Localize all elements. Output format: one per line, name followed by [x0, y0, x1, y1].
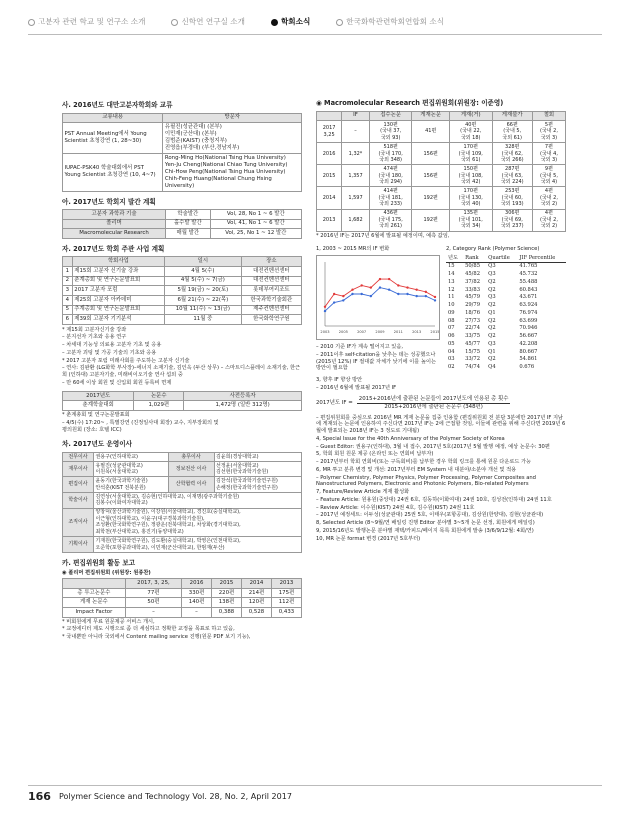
if-formula: 2017년도 IF = $\frac{\text{2015+2016년에 출판된 논문들이 2017년도에 인용된 총 횟수}}{\text{2015+2016년에 출판된 논문수 (348편)}}$ [316, 395, 509, 410]
if-line-chart [317, 256, 439, 336]
nav-item-3[interactable]: 학회소식 [271, 14, 310, 30]
table-row: PST Annual Meeting에서 Young Scientist 초청강연 (1, 28~30) 유필진(성균관대) (본부) 이민재(군산대) (본부) 김범준(KAIST) (충청지부) 진영읍(부경대) (부산,경남지부) [63, 123, 302, 154]
journal-citation: Polymer Science and Technology Vol. 28, No. 2, April 2017 [58, 791, 292, 801]
page-footer [28, 790, 292, 804]
polymer-notes: * 비회원에게 무료 원문제공 서비스 개시, * 교정에디터 제도 시행으로 좀 더 세심하고 정확한 교정을 목표로 하고 있음, * 국내뿐만 아니라 국외에서 Content mailing service 진행(원문 PDF 보기 기능), [62, 618, 251, 641]
table-row: 2013 1,682 436편 (국내 175, 국외 261) 192편 135편 (국내 101, 국외 34) 306편 (국내 69, 국외 237) 4편 (국내 2, 국외 2) [317, 209, 566, 231]
nav-item-1[interactable]: 고분자 관련 학교 및 연구소 소개 [28, 14, 145, 30]
data-point [434, 296, 436, 298]
category-rank-figure [446, 245, 566, 373]
table-row: 6 제39회 고분자 기기분석 11월 중 한국화학연구원 [63, 315, 302, 325]
figure-caption: 2, Category Rank (Polymer Science) [446, 246, 540, 253]
table-row: 재무이사 유필진(성균관대학교) 이원목(서울대학교) 정보전산 이사 선정윤(서울대학교) 김선현(한국과학기술원) [63, 461, 302, 477]
circle-icon [28, 19, 35, 26]
table-row: 14 45/82 Q3 45.732 [448, 271, 538, 278]
table-row: 09 18/76 Q1 76.974 [448, 309, 538, 316]
nav-item-2[interactable]: 신학연 연구실 소개 [171, 14, 245, 30]
table-row: 2017 3,25 – 130편 (국내 37, 국외 93) 41편 40편 (국내 22, 국외 18) 66편 (국내 5, 국외 61) 5편 (국내 2, 국외 3) [317, 121, 566, 143]
table-row: 02 74/74 Q4 0.676 [448, 364, 535, 371]
table-row: 게재 논문수 50편 140편 138편 120편 112편 [63, 598, 302, 608]
mr-note: * 2016년 IF는 2017년 6월에 발표될 예정이며, 예측 값임, [316, 232, 450, 239]
data-point [425, 291, 427, 293]
table-row: 2014 1,597 414편 (국내 181, 국외 233) 192편 170편 (국내 130, 국외 40) 253편 (국내 60, 국외 193) 4편 (국내 2, 국외 2) [317, 187, 566, 209]
table-row: 1 제15회 고분자 신기술 강좌 4월 5(수) 대전컨벤션센터 [63, 267, 302, 277]
data-point [360, 293, 362, 295]
data-point [370, 295, 372, 297]
left-column [62, 95, 302, 642]
if-trend-figure [316, 245, 440, 373]
journal-table [62, 209, 302, 239]
table-row: 학술이사 김연상(서울대학교), 김승현(인하대학교), 이재명(광주과학기술원) 김봉수(이화여자대학교) [63, 493, 302, 509]
section-title-journal: 아. 2017년도 학회지 발간 계획 [62, 197, 156, 206]
data-point [379, 287, 381, 289]
nav-item-4[interactable]: 한국화학관련학회연합회 소식 [336, 14, 444, 30]
table-row: 고분자 과학과 기술 학술발간 Vol, 28, No 1 ~ 6 발간 [63, 210, 302, 220]
series-line-0 [325, 279, 435, 307]
x-tick-label: 2009 [375, 330, 385, 335]
table-row: 3 2017 고분자 포럼 5월 19(금) ~ 20(토) 롯데부여리조트 [63, 286, 302, 296]
section-title-exchange: 사. 2016년도 대만고분자학회와 교류 [62, 101, 173, 109]
category-rank-table: 년도 Rank Quartile JIF Percentile 15 50/85 Q3 41.765 14 45/82 Q3 45.732 13 37/82 Q2 55.488 12 33/83 Q2 60.843 11 45/79 Q3 43.671 10 29/79 Q2 63.924 09 18/76 Q1 76.974 08 27/73 Q2 63.699 07 22/74 Q2 70.946 06 33/75 Q2 56.667 05 45/77 Q3 42.208 04 15/75 Q1 80.667 03 33/72 Q2 54.861 02 74/74 Q4 0.676 [446, 254, 566, 371]
data-point [333, 301, 335, 303]
conference-table: 2017년도 논문수 사전등록자 춘계학술대회 1,029편 1,472명 (일반 312명) [62, 391, 302, 411]
x-tick-label: 2013 [412, 330, 422, 335]
section-title-board: 차. 2017년도 운영이사 [62, 440, 133, 449]
table-row: 2015 1,357 474편 (국내 180, 국외 294) 156편 150편 (국내 108, 국외 42) 287편 (국내 63, 국외 224) 9편 (국내 5, 국외 4) [317, 165, 566, 187]
table-row: 총 투고논문수 77편 330편 220편 214편 175편 [63, 588, 302, 598]
section-nav [28, 14, 602, 30]
table-row: 폴리머 홀수발 발간 Vol, 41, No 1 ~ 6 발간 [63, 219, 302, 229]
data-point [370, 287, 372, 289]
exchange-table [62, 113, 302, 192]
data-point [397, 284, 399, 286]
right-column: ◉ Macromolecular Research 편집위원회(위원장: 이준영) IF 접수논문 게재논문 게재(거) 게재불가 철회 2017 3,25 – 130편 (국내 37, 국외 93) 41편 40편 (국내 22, 국외 18) 66편 (국내 5, 국외 61) 5편 (국내 2, 국외 3) 2016 1,32* 518편 (국내 170, 국외 348) 156편 170편 (국내 109, 국외 61) 328편 (국내 62, 국외 266) 7편 (국내 4, 국외 3) 2015 1,357 474편 (국내 180, 국외 294) 156편 150편 (국내 108, 국외 42) 287편 (국내 63, 국외 224) 9편 (국내 5, 국외 4) 2014 1,597 414편 (국내 181, 국외 233) 192편 170편 (국내 130, 국외 40) 253편 (국내 60, 국외 193) 4편 (국내 2, 국외 2) 2013 1,682 436편 (국내 175, 국외 261) 192편 135편 (국내 101, 국외 34) 306편 (국내 69, 국외 237) 4편 (국내 2, 국외 2) * 2016년 IF는 2017년 6월에 발표될 예정이며, 예측 값임, 1, 2003 ~ 2015 MR의 IF 변화 2003 2005 2007 2009 2011 2013 2015 – 2010 기준 IF가 계속 떨어지고 있음, – 2011이후 self-citation을 낮추는 데는 성공했으나(2015년 12%) IF 절대값 자체가 낮기에 이를 높이는 방안이 필요함 2, Category Rank (Polymer Science) 년도 Rank Quartile JIF Percentile 15 50/85 Q3 41.765 14 45/82 Q3 45.732 13 37/82 Q2 55.488 12 33/83 Q2 60.843 11 45/79 Q3 43.671 10 29/79 Q2 63.924 09 18/76 Q1 76.974 08 27/73 Q2 63.699 07 22/74 Q2 70.946 06 33/75 Q2 56.667 05 45/77 Q3 42.208 04 15/75 Q1 80.667 03 33/72 Q2 54.861 02 74/74 Q4 0.676 3, 향후 IF 향상 방안 – 2016년 6월에 발표될 2017년 IF 2017년도 IF = $\frac{\text{2015+2016년에 출판된 논문들이 2017년도에 인용된 총 횟수}}{\text{2015+2016년에 출판된 논문수 (348편)}}$ – 편집위원회를 중심으로 2016년 MR 게재 논문을 집중 인용함 (편집위원회 전 분담 3분에만 2017년 IF 지남에 게재되는 논문에 인용하여 주신다면 2017년 IF는 2에 근접할 것임, 이들에 관련을 위해 주신다면 2019년 6월에 발표되는 2018년 IF는 3 정도로 기대됨) 4, Special Issue for the 40th Anniversary of the Polymer Society of Korea – Guest Editor: 권용구(인하대), 3월 내 접수, 2017년 5호(2017년 5월 발행 예정, 예상 논문수: 30편 5, 학회 회원 원문 제공 (온라인 또는 연회비 납부자) – 2017년부터 학회 연회비(또는 구독회비)를 납부한 경우 학회 링크를 통해 원문 다운로드 가능 6, MR 투고 분류 변경 및 개선: 2017년부터 EM System 내 대분야/소분야 개선 및 적용 – Polymer Chemistry, Polymer Physics, Polymer Processing, Polymer Composites and Nanostructured Polymers, Electronic and Photonic Polymers, Bio-related Polymers 7, Feature/Review Article 게재 활성화 – Feature Article: 원용원(중앙대) 24권 6호, 김동하(이화여대) 24권 10호, 김성전(인하대) 24권 11호 – Review Article: 이수원(KIST) 24권 4호, 김수원(KIST) 24권 11호 – 2017년 예정세트: 이두성(성균관대) 25권 5호, 이태우(포항공대), 김상원(한양대), 김현(성균관대) 8, Selected Article (8~9월/연 배일링 진행 Editor 분야별 3~5개 논문 선정, 회원에게 메일링) 9, 2015/16년도 발행논문 분야별 재택/카피드/페이지 목록 회원에게 발송 (3/6/9/12월: 4회/연) 10, MR 논문 format 변경 (2017년 5호부터) [316, 99, 566, 542]
x-tick-label: 2015 [430, 330, 439, 335]
table-header: 방문자 [163, 113, 302, 123]
plan-items: – 편집위원회를 중심으로 2016년 MR 게재 논문을 집중 인용함 (편집위원회 전 분담 3분에만 2017년 IF 지남에 게재되는 논문에 인용하여 주신다면 2017년 IF는 2에 근접할 것임, 이들에 관련을 위해 주신다면 2019년 6월에 발표되는 2018년 IF는 3 정도로 기대됨) 4, Special Issue for the 40th Anniversary of the Polymer Society of Korea – Guest Editor: 권용구(인하대), 3월 내 접수, 2017년 5호(2017년 5월 발행 예정, 예상 논문수: 30편 5, 학회 회원 원문 제공 (온라인 또는 연회비 납부자) – 2017년부터 학회 연회비(또는 구독회비)를 납부한 경우 학회 링크를 통해 원문 다운로드 가능 6, MR 투고 분류 변경 및 개선: 2017년부터 EM System 내 대분야/소분야 개선 및 적용 – Polymer Chemistry, Polymer Physics, Polymer Processing, Polymer Composites and Nanostructured Polymers, Electronic and Photonic Polymers, Bio-related Polymers 7, Feature/Review Article 게재 활성화 – Feature Article: 원용원(중앙대) 24권 6호, 김동하(이화여대) 24권 10호, 김성전(인하대) 24권 11호 – Review Article: 이수원(KIST) 24권 4호, 김수원(KIST) 24권 11호 – 2017년 예정세트: 이두성(성균관대) 25권 5호, 이태우(포항공대), 김상원(한양대), 김현(성균관대) 8, Selected Article (8~9월/연 배일링 진행 Editor 분야별 3~5개 논문 선정, 회원에게 메일링) 9, 2015/16년도 발행논문 분야별 재택/카피드/페이지 목록 회원에게 발송 (3/6/9/12월: 4회/연) 10, MR 논문 format 변경 (2017년 5호부터) [316, 414, 566, 542]
if-figures [316, 245, 566, 373]
events-table: 학회사업 일시 장소 1 제15회 고분자 신기술 강좌 4월 5(수) 대전컨벤션센터 2 춘계총회 및 연구논문발표회 4월 5(수) ~ 7(금) 대전컨벤션센터 3 2017 고분자 포럼 5월 19(금) ~ 20(토) 롯데부여리조트 4 제25회 고분자 아카데미 6월 21(수) ~ 22(목) 한국과학기술회관 5 추계총회 및 연구논문발표회 10월 11(수) ~ 13(금) 제주컨벤션센터 6 제39회 고분자 기기분석 11월 중 한국화학연구원 [62, 256, 302, 324]
graph-notes: – 2010 기준 IF가 계속 떨어지고 있음, – 2011이후 self-citation을 낮추는 데는 성공했으나(2015년 12%) IF 절대값 자체가 낮기에 이를 높이는 방안이 필요함 [316, 344, 437, 372]
data-point [379, 278, 381, 280]
table-row: 08 27/73 Q2 63.699 [448, 317, 538, 324]
mr-stats-table: IF 접수논문 게재논문 게재(거) 게재불가 철회 2017 3,25 – 130편 (국내 37, 국외 93) 41편 40편 (국내 22, 국외 18) 66편 (국내 5, 국외 61) 5편 (국내 2, 국외 3) 2016 1,32* 518편 (국내 170, 국외 348) 156편 170편 (국내 109, 국외 61) 328편 (국내 62, 국외 266) 7편 (국내 4, 국외 3) 2015 1,357 474편 (국내 180, 국외 294) 156편 150편 (국내 108, 국외 42) 287편 (국내 63, 국외 224) 9편 (국내 5, 국외 4) 2014 1,597 414편 (국내 181, 국외 233) 192편 170편 (국내 130, 국외 40) 253편 (국내 60, 국외 193) 4편 (국내 2, 국외 2) 2013 1,682 436편 (국내 175, 국외 261) 192편 135편 (국내 101, 국외 34) 306편 (국내 69, 국외 237) 4편 (국내 2, 국외 2) [316, 111, 566, 232]
figure-caption: 1, 2003 ~ 2015 MR의 IF 변화 [316, 246, 390, 253]
data-point [415, 295, 417, 297]
section-title-editorial: 카. 편집위원회 활동 보고 [62, 558, 136, 567]
data-point [324, 310, 326, 312]
data-point [351, 289, 353, 291]
data-point [406, 293, 408, 295]
circle-icon [171, 19, 178, 26]
section-title-events: 자. 2017년도 학회 주관 사업 계획 [62, 244, 165, 253]
footer-divider [28, 785, 602, 786]
data-point [388, 278, 390, 280]
series-line-1 [325, 288, 435, 311]
page-number: 166 [28, 789, 51, 803]
table-row: Impact Factor – – 0,388 0,528 0,433 [63, 607, 302, 617]
data-point [360, 284, 362, 286]
circle-icon [336, 19, 343, 26]
data-point [342, 295, 344, 297]
data-point [434, 299, 436, 301]
data-point [425, 295, 427, 297]
polymer-stats-table: 2017, 3, 25, 2016 2015 2014 2013 총 투고논문수 77편 330편 220편 214편 175편 게재 논문수 50편 140편 138편 120편 112편 Impact Factor – – 0,388 0,528 0,433 [62, 578, 302, 617]
table-row: 편집이사 윤동기(한국과학기술원) 안석훈(KIST 전북분원) 산학협력 이사 김찬석(한국과학기술연구원) 손해정(한국과학기술연구원) [63, 477, 302, 493]
table-row: IUPAC-PSK40 학술대회에서 PST Young Scientist 초청강연 (10, 4~7) Rong-Ming Ho(National Tsing Hua University) Yen-Ju Cheng(National Chiao Tung University) Chi-How Peng(National Tsing Hua University) Chih-Feng Huang(National Chung Hsing University) [63, 153, 302, 191]
table-row: 07 22/74 Q2 70.946 [448, 325, 538, 332]
conference-notes: * 춘계총회 및 연구논문발표회 – 4/5(수) 17:20~ , 특별강연 (진정일사대 회장) 교수, 지부장회의 및 평의원회 (장소: 호텔 ICC) [62, 411, 219, 434]
x-tick-label: 2005 [338, 330, 348, 335]
table-row: 전무이사 권용구(인하대학교) 총무이사 김윤희(경상대학교) [63, 452, 302, 461]
table-row: 13 37/82 Q2 55.488 [448, 278, 538, 285]
table-row: 2016 1,32* 518편 (국내 170, 국외 348) 156편 170편 (국내 109, 국외 61) 328편 (국내 62, 국외 266) 7편 (국내 4, 국외 3) [317, 143, 566, 165]
table-row: 춘계학술대회 1,029편 1,472명 (일반 312명) [63, 401, 302, 411]
table-header: 교류내용 [63, 113, 163, 123]
event-notes: * 제15회 고분자신기술 강좌 – 분지선자 기초와 응용 연구 – 차세대 기능성 의료용 고분자 기초 및 응용 – 고분자 괴팅 및 가공 기술의 기초와 응용 * 2017 고분자 포럼 미래사회를 주도하는 고분자 신기술 – 연사: 김완환 (LG화학 부사장)–에너지 소재기술, 김인옥 (두산 상무) – 스마트디스플레이 소재기술, 한근희 (인하대) 고분자기술, 미래비이오기술 연사 섭외 중 – 만 60세 이상 회원 및 신입회 회원 등록비 면제 [62, 326, 301, 386]
data-point [342, 299, 344, 301]
table-row: 2 춘계총회 및 연구논문발표회 4월 5(수) ~ 7(금) 대전컨벤션센터 [63, 276, 302, 286]
nav-divider [28, 34, 602, 35]
table-row: 15 50/85 Q3 41.765 [448, 263, 538, 270]
table-row: 12 33/83 Q2 60.843 [448, 286, 538, 293]
table-row: 기획이사 기재원(한국화학연구원), 김도환(숭실대학교), 박영은(인천대학교), 오준학(포항공과대학교), 이민재(군산대학교), 한범재(두산) [63, 537, 302, 553]
table-row: 06 33/75 Q2 56.667 [448, 333, 538, 340]
table-row: Macromolecular Research 매월 발간 Vol, 25, No 1 ~ 12 발간 [63, 229, 302, 239]
table-row: 11 45/79 Q3 43.671 [448, 294, 538, 301]
x-tick-label: 2007 [357, 330, 367, 335]
chart-axes [325, 262, 435, 326]
table-row: 04 15/75 Q1 80.667 [448, 348, 538, 355]
if-plan-title: 3, 향후 IF 향상 방안 [316, 377, 363, 384]
table-row: 4 제25회 고분자 아카데미 6월 21(수) ~ 22(목) 한국과학기술회관 [63, 295, 302, 305]
x-tick-label: 2011 [393, 330, 403, 335]
table-row: 05 45/77 Q3 42.208 [448, 340, 538, 347]
data-point [415, 289, 417, 291]
data-point [397, 293, 399, 295]
data-point [351, 293, 353, 295]
data-point [388, 289, 390, 291]
table-row: 5 추계총회 및 연구논문발표회 10월 11(수) ~ 13(금) 제주컨벤션센터 [63, 305, 302, 315]
filled-circle-icon [271, 19, 278, 26]
data-point [333, 293, 335, 295]
if-trend-chart [316, 255, 440, 340]
data-point [406, 287, 408, 289]
data-point [324, 306, 326, 308]
x-tick-label: 2003 [320, 330, 330, 335]
board-table [62, 452, 302, 553]
table-row: 10 29/79 Q2 63.924 [448, 302, 538, 309]
table-row: 03 33/72 Q2 54.861 [448, 356, 538, 363]
polymer-committee-title: ◉ 폴리머 편집위원회 (위원장: 원종찬) [62, 570, 151, 577]
mr-committee-title: ◉ Macromolecular Research 편집위원회(위원장: 이준영) [316, 99, 504, 107]
table-row: 조직이사 양창덕(울산과학기술원), 이강원(서울대학교), 경진호(숭실대학교), 이근형(인하대학교), 이윤구(대구경북과학기술원), 조성환(한국화학연구원), 정광운(전북대학교), 차상화(경기대학교), 최학천(부산대학교), 홍진기(동양대학교) [63, 508, 302, 537]
